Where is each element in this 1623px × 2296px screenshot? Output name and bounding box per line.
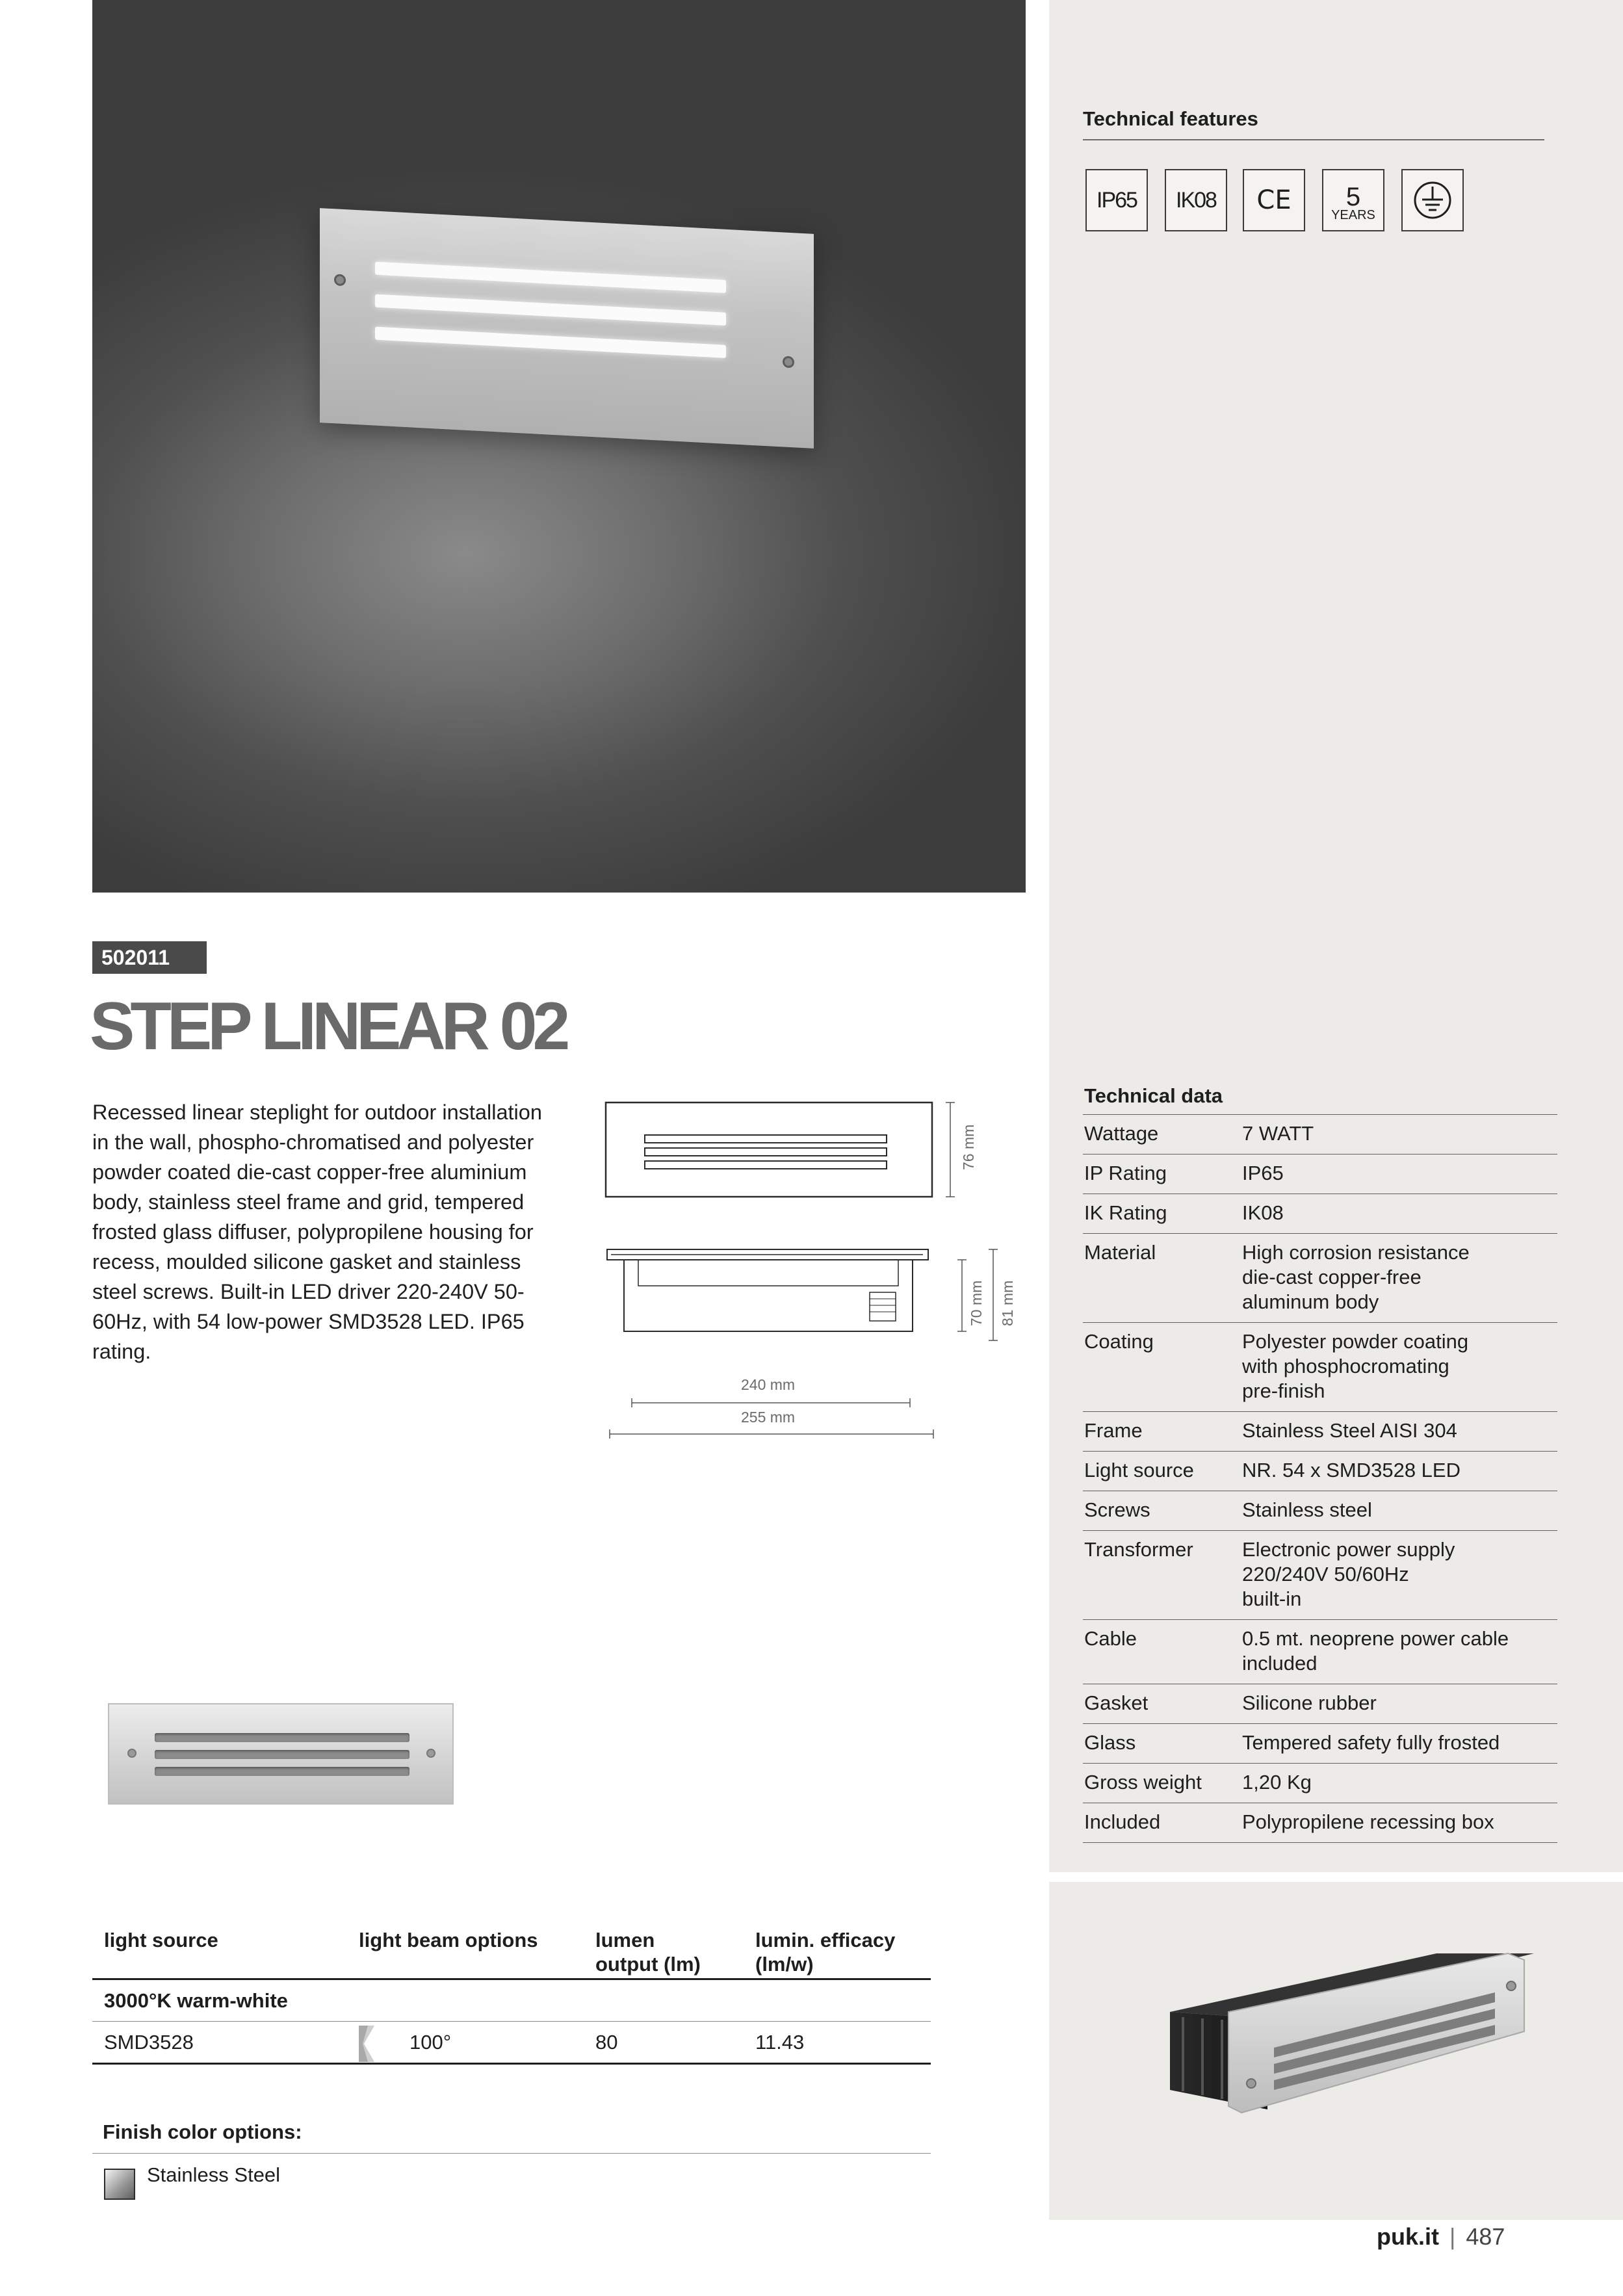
technical-data-row bbox=[1083, 1114, 1557, 1154]
technical-data-key: Screws bbox=[1084, 1498, 1150, 1521]
technical-data-row bbox=[1083, 1451, 1557, 1491]
earth-ground-icon bbox=[1412, 180, 1453, 220]
front-view-slot bbox=[645, 1135, 887, 1143]
divider bbox=[92, 2153, 931, 2154]
technical-data-key: IK Rating bbox=[1084, 1201, 1167, 1224]
warranty-badge bbox=[1322, 169, 1384, 231]
thumbnail-screw bbox=[426, 1749, 435, 1758]
technical-data-key: Gasket bbox=[1084, 1691, 1149, 1714]
angled-fixture-image bbox=[1144, 1940, 1547, 2135]
technical-data-value: 0.5 mt. neoprene power cable included bbox=[1242, 1627, 1509, 1675]
technical-data-key: Wattage bbox=[1084, 1122, 1159, 1145]
beam-angle-icon bbox=[359, 2026, 377, 2062]
technical-data-value: Stainless Steel AISI 304 bbox=[1242, 1419, 1457, 1442]
technical-data-row bbox=[1083, 1194, 1557, 1233]
finish-option-label: Stainless Steel bbox=[147, 2163, 281, 2186]
technical-data-value: NR. 54 x SMD3528 LED bbox=[1242, 1459, 1461, 1481]
technical-data-row bbox=[1083, 1684, 1557, 1723]
header-light-source: light source bbox=[104, 1929, 218, 1951]
color-temperature-group: 3000°K warm-white bbox=[92, 1980, 931, 2022]
page-footer bbox=[1377, 2223, 1505, 2250]
technical-data-value: Polyester powder coating with phosphocromating pre-finish bbox=[1242, 1330, 1469, 1402]
technical-data-row bbox=[1083, 1491, 1557, 1530]
fixture-screw bbox=[334, 274, 346, 286]
warranty-years-label: YEARS bbox=[1331, 208, 1375, 222]
technical-data-key: Material bbox=[1084, 1241, 1156, 1264]
product-description: Recessed linear steplight for outdoor installation in the wall, phospho-chromatised and polyester powder coated die-cast copper-free aluminium body, stainless steel frame and grid, tempered frosted glass diffuser, polypropilene housing for recess, moulded silicone gasket and stainless steel screws. Built-in LED driver 220-240V 50-60Hz, with 54 low-power SMD3528 LED. IP65 rating. bbox=[92, 1101, 542, 1363]
warranty-years-number: 5 bbox=[1345, 183, 1361, 211]
technical-data-title: Technical data bbox=[1084, 1084, 1223, 1107]
product-code-tag: 502011 bbox=[92, 941, 207, 974]
hero-product-photo bbox=[92, 0, 1026, 893]
stainless-steel-swatch bbox=[104, 2169, 135, 2200]
thumbnail-screw bbox=[127, 1749, 136, 1758]
technical-data-value: Silicone rubber bbox=[1242, 1691, 1377, 1714]
dimension-label-front-height: 76 mm bbox=[960, 1124, 977, 1170]
website-link[interactable]: puk.it bbox=[1377, 2223, 1439, 2250]
technical-data-row bbox=[1083, 1763, 1557, 1803]
thumbnail-slot bbox=[155, 1767, 409, 1776]
cell-light-source: SMD3528 bbox=[104, 2031, 194, 2054]
technical-data-key: Transformer bbox=[1084, 1538, 1193, 1561]
technical-data-value: Electronic power supply 220/240V 50/60Hz built-in bbox=[1242, 1538, 1455, 1610]
fixture-light-slot bbox=[375, 262, 726, 293]
technical-data-table bbox=[1083, 1114, 1557, 1843]
technical-data-row bbox=[1083, 1411, 1557, 1451]
thumbnail-slot bbox=[155, 1750, 409, 1759]
technical-data-value: High corrosion resistance die-cast copper-free aluminum body bbox=[1242, 1241, 1470, 1313]
technical-data-key: IP Rating bbox=[1084, 1162, 1167, 1184]
technical-data-value: Stainless steel bbox=[1242, 1498, 1372, 1521]
technical-data-row bbox=[1083, 1233, 1557, 1322]
technical-data-value: 7 WATT bbox=[1242, 1122, 1314, 1145]
technical-data-key: Gross weight bbox=[1084, 1771, 1202, 1794]
table-row bbox=[92, 2022, 931, 2065]
product-title: STEP LINEAR 02 bbox=[90, 989, 566, 1064]
technical-data-value: IK08 bbox=[1242, 1201, 1284, 1224]
technical-data-key: Included bbox=[1084, 1810, 1161, 1833]
dimension-label-total-width: 255 mm bbox=[741, 1409, 796, 1426]
technical-data-row bbox=[1083, 1154, 1557, 1194]
dimension-drawing-svg bbox=[598, 1099, 1027, 1450]
fixture-light-slot bbox=[375, 327, 726, 358]
light-source-table-header bbox=[92, 1924, 931, 1980]
front-view-outline bbox=[606, 1102, 932, 1197]
divider bbox=[1083, 139, 1544, 140]
technical-features-title: Technical features bbox=[1083, 107, 1258, 130]
dimension-label-body-width: 240 mm bbox=[741, 1376, 796, 1393]
technical-data-row bbox=[1083, 1530, 1557, 1619]
side-view-cable-gland bbox=[870, 1292, 896, 1321]
product-thumbnail bbox=[108, 1703, 454, 1805]
product-photo-angled bbox=[1144, 1940, 1547, 2135]
light-source-table bbox=[92, 1924, 931, 2065]
technical-data-row bbox=[1083, 1322, 1557, 1411]
technical-data-key: Frame bbox=[1084, 1419, 1143, 1442]
cell-beam-angle: 100° bbox=[409, 2031, 452, 2054]
earth-ground-badge bbox=[1401, 169, 1464, 231]
header-light-beam: light beam options bbox=[359, 1929, 538, 1951]
header-lumen-output: lumen output (lm) bbox=[595, 1929, 701, 1976]
thumbnail-slot bbox=[155, 1733, 409, 1742]
ce-mark-badge: CE bbox=[1243, 169, 1305, 231]
technical-data-value: Tempered safety fully frosted bbox=[1242, 1731, 1500, 1754]
cell-efficacy: 11.43 bbox=[755, 2031, 805, 2054]
steplight-fixture-image bbox=[320, 208, 814, 449]
front-view-slot bbox=[645, 1148, 887, 1156]
ik-rating-badge: IK08 bbox=[1165, 169, 1227, 231]
dimension-label-body-height: 70 mm bbox=[968, 1280, 985, 1326]
page-number: 487 bbox=[1466, 2223, 1505, 2250]
technical-data-row bbox=[1083, 1723, 1557, 1763]
technical-data-row bbox=[1083, 1619, 1557, 1684]
ip-rating-badge: IP65 bbox=[1085, 169, 1148, 231]
fixture-light-slot bbox=[375, 294, 726, 326]
technical-data-value: IP65 bbox=[1242, 1162, 1284, 1184]
technical-data-key: Coating bbox=[1084, 1330, 1154, 1353]
technical-drawing bbox=[598, 1099, 1027, 1450]
finish-options-title: Finish color options: bbox=[103, 2120, 302, 2143]
technical-data-value: 1,20 Kg bbox=[1242, 1771, 1312, 1794]
cell-lumen-output: 80 bbox=[595, 2031, 618, 2054]
dimension-label-total-height: 81 mm bbox=[999, 1280, 1016, 1326]
technical-data-key: Cable bbox=[1084, 1627, 1137, 1650]
footer-separator: | bbox=[1449, 2223, 1456, 2250]
technical-data-key: Glass bbox=[1084, 1731, 1136, 1754]
technical-data-value: Polypropilene recessing box bbox=[1242, 1810, 1494, 1833]
header-luminous-efficacy: lumin. efficacy (lm/w) bbox=[755, 1929, 896, 1976]
front-view-slot bbox=[645, 1161, 887, 1169]
technical-data-key: Light source bbox=[1084, 1459, 1194, 1481]
technical-data-row bbox=[1083, 1803, 1557, 1843]
fixture-screw bbox=[783, 356, 794, 368]
